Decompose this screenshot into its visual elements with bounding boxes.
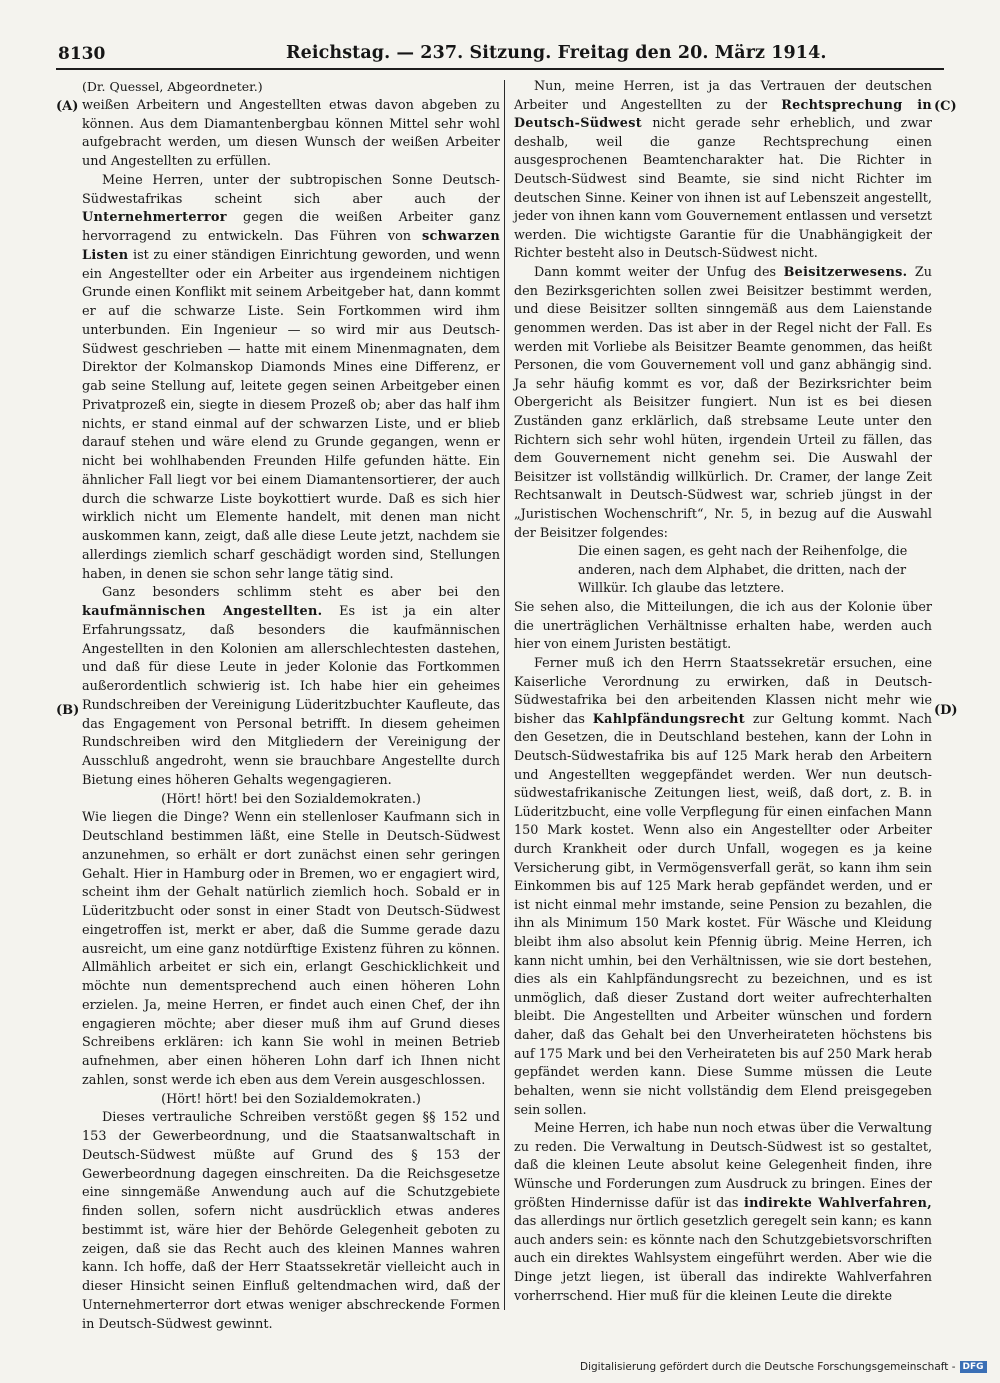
dfg-logo-icon: DFG [960, 1361, 987, 1373]
emphasis: Unternehmerterror [82, 210, 227, 226]
emphasis: Rechtsprechung in Deutsch-Südwest [514, 97, 932, 132]
running-head [58, 40, 940, 70]
paragraph: Nun, meine Herren, ist ja das Vertrauen der deutschen Arbeiter und Angestellten zu der Rechtsprechung in Deutsch-Südwest nicht gerade sehr erheblich, und zwar deshalb, weil die ganze Rechtsprechung einen ausgesprochenen Beamtencharakter hat. Die Richter in Deutsch-Südwest sind Beamte, sie sind nicht Richter im deutschen Sinne. Keiner von ihnen ist auf Lebenszeit angestellt, jeder von ihnen kann vom Gouvernement entlassen und versetzt werden. Die wichtigste Garantie für die Unabhängigkeit der Richter besteht also in Deutsch-Südwest nicht. [514, 79, 932, 262]
interjection: (Hört! hört! bei den Sozialdemokraten.) [161, 1091, 421, 1107]
paragraph: Wie liegen die Dinge? Wenn ein stellenloser Kaufmann sich in Deutschland bestimmen läßt, eine Stelle in Deutsch-Südwest anzunehmen, so erhält er dort zunächst einen sehr geringen Gehalt. Hier in Hamburg oder in Bremen, wo er engagiert wird, scheint ihm der Gehalt natürlich ziemlich hoch. Sobald er in Lüderitzbucht oder sonst in einer Stadt von Deutsch-Südwest eingetroffen ist, merkt er aber, daß die Summe gerade dazu ausreicht, um eine ganz notdürftige Existenz führen zu können. Allmählich arbeitet er sich ein, erlangt Geschicklichkeit und möchte nun dementsprechend auch einen höheren Lohn erzielen. Ja, meine Herren, er findet auch einen Chef, der ihn engagieren möchte; aber dieser muß ihm auf Grund dieses Schreibens erklären: ich kann Sie wohl in meinen Betrieb aufnehmen, aber einen höheren Lohn darf ich Ihnen nicht zahlen, sonst werde ich eben aus dem Verein ausgeschlossen. [82, 810, 500, 1088]
paragraph: Meine Herren, unter der subtropischen Sonne Deutsch-Südwestafrikas scheint sich aber auch der Unternehmerterror gegen die weißen Arbeiter ganz hervorragend zu entwickeln. Das Führen von schwarzen Listen ist zu einer ständigen Einrichtung geworden, und wenn ein Angestellter oder ein Arbeiter aus irgendeinem nichtigen Grunde einen Konflikt mit seinem Arbeitgeber hat, dann kommt er auf die schwarze Liste. Sein Fortkommen wird ihm unterbunden. Ein Ingenieur — so wird mir aus Deutsch-Südwest geschrieben — hatte mit einem Minenmagnaten, dem Direktor der Kolmanskop Diamonds Mines eine Differenz, er gab seine Stellung auf, leitete gegen seinen Arbeitgeber einen Privatprozeß ein, siegte in diesem Prozeß ob; aber das half ihm nichts, er stand einmal auf der schwarzen Liste, und er blieb darauf stehen und wäre elend zu Grunde gegangen, wenn er nicht bei wohlhabenden Freunden Hilfe gefunden hätte. Ein ähnlicher Fall liegt vor bei einem Diamantensortierer, der auch durch die schwarze Liste boykottiert wurde. Daß es sich hier wirklich nicht um Elemente handelt, mit denen man nicht auskommen kann, zeigt, daß alle diese Leute jetzt, nachdem sie allerdings ziemlich scharf geschädigt worden sind, Stellungen haben, in denen sie schon sehr lange tätig sind. [82, 172, 500, 582]
margin-marker-c: (C) [934, 99, 957, 114]
emphasis: Kahlpfändungsrecht [592, 711, 745, 727]
emphasis: indirekte Wahlverfahren, [743, 1195, 932, 1211]
margin-marker-a: (A) [56, 99, 79, 114]
block-quote: Die einen sagen, es geht nach der Reihenfolge, die anderen, nach dem Alphabet, die dritten, nach der Willkür. Ich glaube das letztere. [578, 544, 908, 597]
paragraph: Dieses vertrauliche Schreiben verstößt gegen §§ 152 und 153 der Gewerbeordnung, und die Staatsanwaltschaft in Deutsch-Südwest müßte auf Grund des § 153 der Gewerbeordnung dagegen einschreiten. Da die Reichsgesetze eine sinngemäße Anwendung auch auf die Schutzgebiete finden sollen, sofern nicht ausdrücklich etwas anderes bestimmt ist, wäre hier der Behörde Gelegenheit geboten zu zeigen, daß sie das Recht auch des kleinen Mannes wahren kann. Ich hoffe, daß der Herr Staatssekretär vielleicht auch in dieser Hinsicht seinen Einfluß geltendmachen wird, daß der Unternehmerterror dort etwas weniger abschreckende Formen in Deutsch-Südwest gewinnt. [82, 1110, 500, 1332]
column-divider [504, 80, 505, 1310]
margin-marker-b: (B) [56, 703, 80, 718]
left-column [82, 78, 500, 1334]
interjection: (Hört! hört! bei den Sozialdemokraten.) [161, 791, 421, 807]
paragraph: Sie sehen also, die Mitteilungen, die ich aus der Kolonie über die unerträglichen Verhältnisse erhalten habe, werden auch hier von einem Juristen bestätigt. [514, 600, 932, 653]
page-number: 8130 [58, 44, 106, 64]
speaker-note: (Dr. Quessel, Abgeordneter.) [82, 79, 263, 94]
header-title: Reichstag. — 237. Sitzung. Freitag den 20. März 1914. [286, 43, 827, 63]
paragraph: Meine Herren, ich habe nun noch etwas über die Verwaltung zu reden. Die Verwaltung in Deutsch-Südwest ist so gestaltet, daß die kleinen Leute absolut keine Gelegenheit finden, ihre Wünsche und Forderungen zum Ausdruck zu bringen. Eines der größten Hindernisse dafür ist das indirekte Wahlverfahren, das allerdings nur örtlich gesetzlich geregelt sein kann; es kann auch anders sein: es könnte nach den Schutzgebietsvorschriften auch ein direktes Wahlsystem eingeführt werden. Aber wie die Dinge jetzt liegen, ist überall das indirekte Wahlverfahren vorherrschend. Hier muß für die kleinen Leute die direkte [514, 1121, 932, 1304]
paragraph: Dann kommt weiter der Unfug des Beisitzerwesens. Zu den Bezirksgerichten sollen zwei Beisitzer bestimmt werden, und diese Beisitzer sollten sinngemäß aus dem Laienstande genommen werden. Das ist aber in der Regel nicht der Fall. Es werden mit Vorliebe als Beisitzer Beamte genommen, das heißt Personen, die vom Gouvernement voll und ganz abhängig sind. Ja sehr häufig kommt es vor, daß der Bezirksrichter beim Obergericht als Beisitzer fungiert. Nun ist es bei diesen Zuständen ganz erklärlich, daß strebsame Leute unter den Richtern sich sehr wohl hüten, irgendein Urteil zu fällen, das dem Gouvernement nicht genehm sei. Die Auswahl der Beisitzer ist vollständig willkürlich. Dr. Cramer, der lange Zeit Rechtsanwalt in Deutsch-Südwest war, schrieb jüngst in der „Juristischen Wochenschrift“, Nr. 5, in bezug auf die Auswahl der Beisitzer folgendes: [514, 265, 932, 541]
paragraph: Ferner muß ich den Herrn Staatssekretär ersuchen, eine Kaiserliche Verordnung zu erwirken, daß in Deutsch-Südwestafrika bei den arbeitenden Klassen nicht mehr wie bisher das Kahlpfändungsrecht zur Geltung kommt. Nach den Gesetzen, die in Deutschland bestehen, kann der Lohn in Deutsch-Südwestafrika bis auf 125 Mark herab den Arbeitern und Angestellten weggepfändet werden. Wer nun deutsch-südwestafrikanische Zeitungen liest, weiß, daß dort, z. B. in Lüderitzbucht, eine volle Verpflegung für einen einfachen Mann 150 Mark kostet. Wenn also ein Angestellter oder Arbeiter durch Krankheit oder durch Unfall, wogegen es ja keine Versicherung gibt, in Vermögensverfall gerät, so kann ihm sein Einkommen bis auf 125 Mark herab gepfändet werden, und er ist nicht einmal mehr imstande, seine Pension zu bezahlen, die ihn als Minimum 150 Mark kostet. Für Wäsche und Kleidung bleibt ihm also absolut kein Pfennig übrig. Meine Herren, ich kann nicht umhin, bei den Verhältnissen, wie sie dort bestehen, dies als ein Kahlpfändungsrecht zu bezeichnen, und es ist unmöglich, daß dieser Zustand dort weiter aufrechterhalten bleibt. Die Angestellten und Arbeiter wünschen und fordern daher, daß das Gehalt bei den Unverheirateten höchstens bis auf 175 Mark und bei den Verheirateten bis auf 250 Mark herab gepfändet werden kann. Diese Summe müssen die Leute behalten, wenn sie nicht vollständig dem Elend preisgegeben sein sollen. [514, 655, 933, 1118]
right-column [514, 78, 932, 1306]
footer-credit: Digitalisierung gefördert durch die Deutsche Forschungsgemeinschaft - [580, 1361, 956, 1373]
paragraph: Ganz besonders schlimm steht es aber bei den kaufmännischen Angestellten. Es ist ja ein alter Erfahrungssatz, daß besonders die kaufmännischen Angestellten in den Kolonien am allerschlechtesten dastehen, und daß für diese Leute in jeder Kolonie das Fortkommen außerordentlich schwierig ist. Ich habe hier ein geheimes Rundschreiben der Vereinigung Lüderitzbuchter Kaufleute, das das Engagement von Personal betrifft. In diesem geheimen Rundschreiben wird den Mitgliedern der Vereinigung der Ausschluß angedroht, wenn sie brauchbare Angestellte durch Bietung eines höheren Gehalts wegengagieren. [82, 585, 500, 788]
emphasis: Beisitzerwesens. [783, 265, 908, 281]
header-rule [56, 68, 944, 70]
margin-marker-d: (D) [934, 703, 958, 718]
paragraph: weißen Arbeitern und Angestellten etwas davon abgeben zu können. Aus dem Diamantenbergbau können Mittel sehr wohl aufgebracht werden, um diesen Wunsch der weißen Arbeiter und Angestellten zu erfüllen. [82, 97, 500, 169]
emphasis: schwarzen Listen [82, 229, 500, 263]
emphasis: kaufmännischen Angestellten. [82, 604, 323, 619]
footer [580, 1361, 984, 1373]
